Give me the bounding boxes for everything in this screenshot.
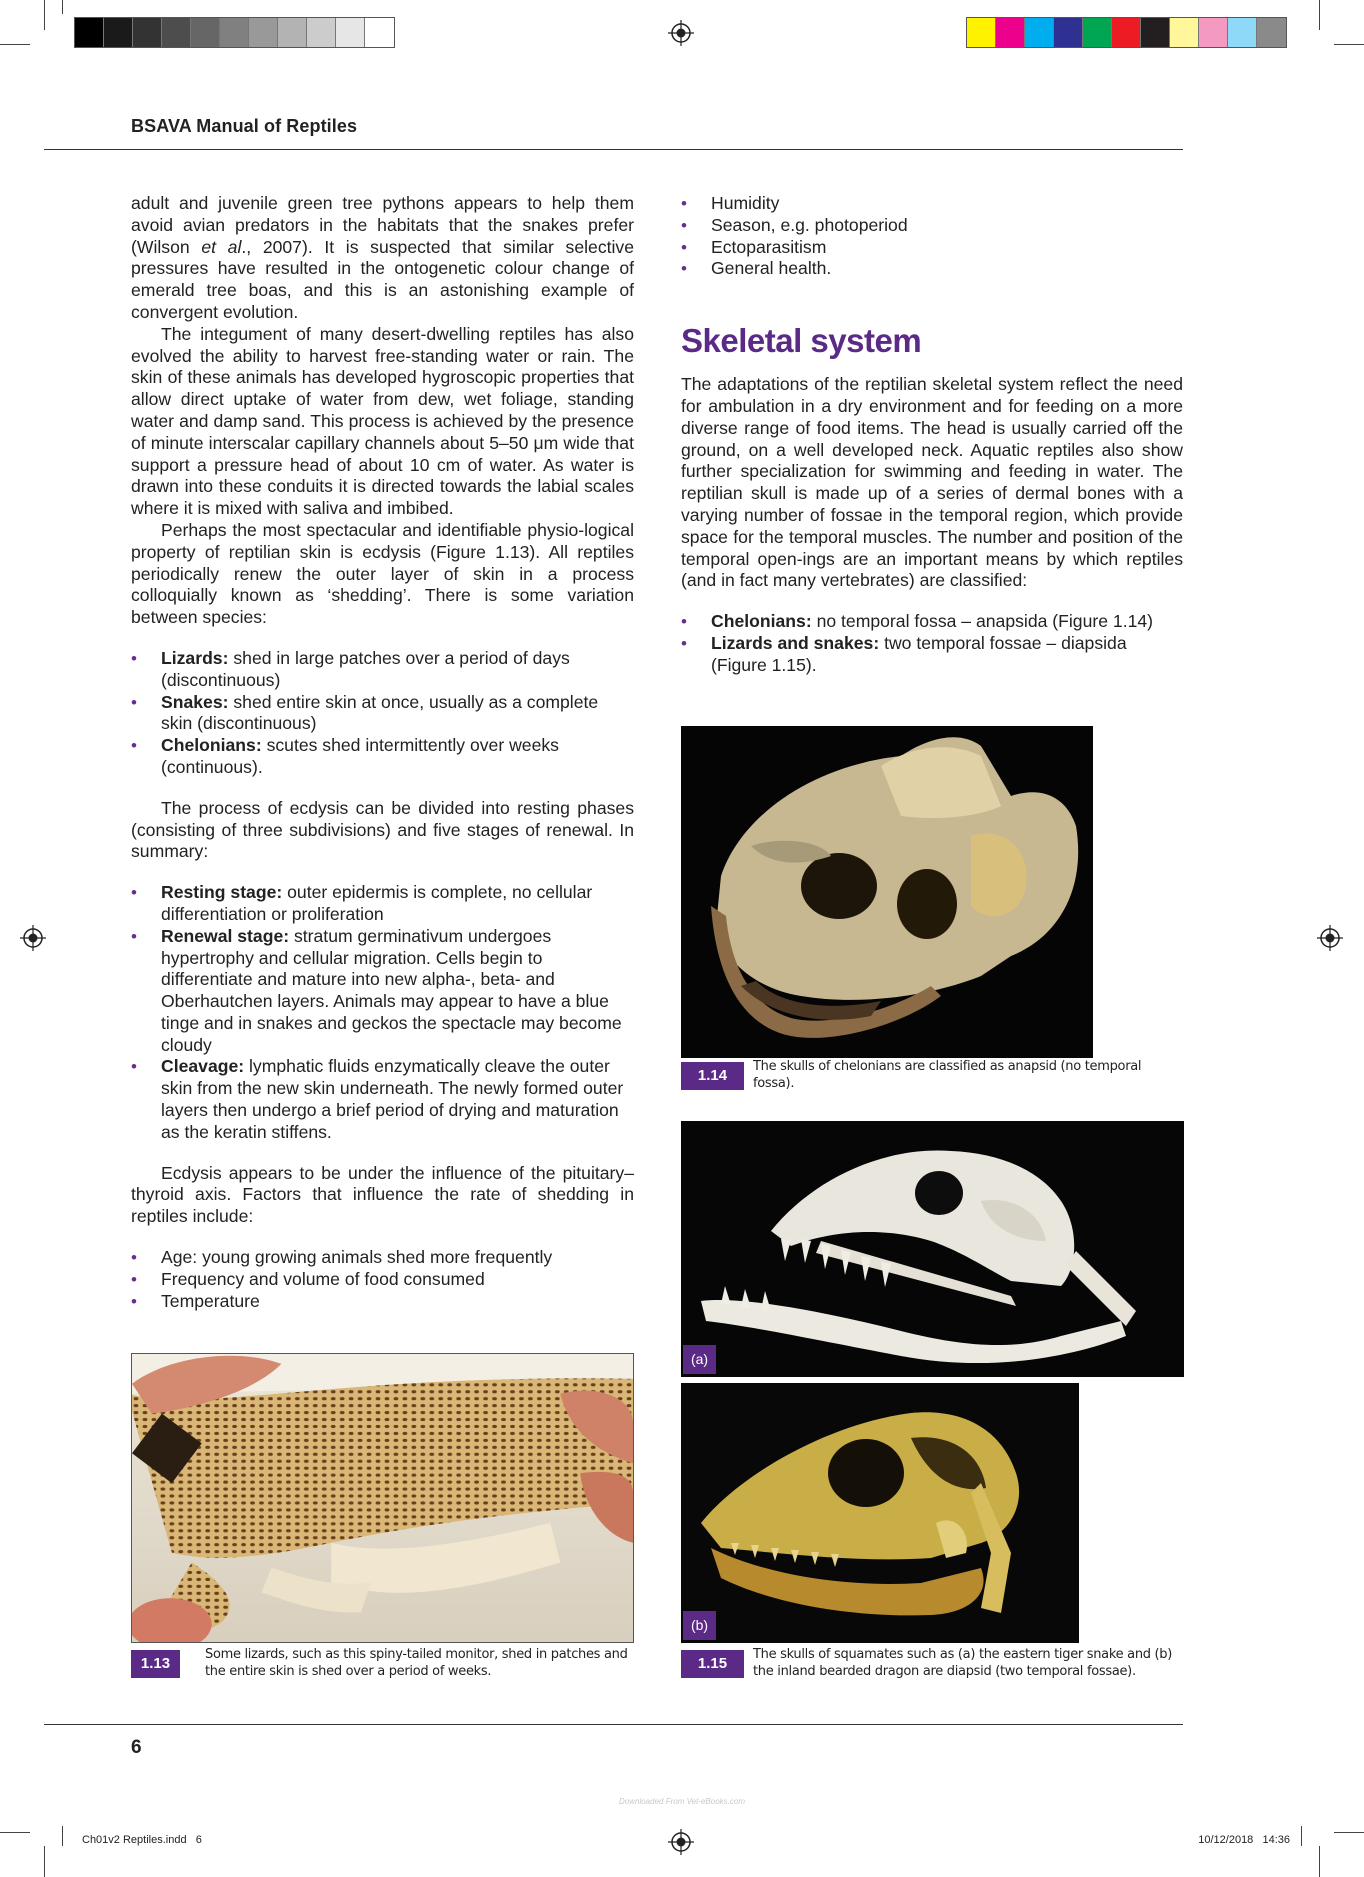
figure-1-15b-bearded-dragon-skull-photo <box>681 1383 1079 1643</box>
right-text-column <box>681 193 1183 677</box>
registration-mark-icon <box>668 20 694 46</box>
slug-file-info: Ch01v2 Reptiles.indd 6 <box>82 1834 202 1846</box>
grey-swatch <box>162 18 191 47</box>
subfigure-label-a: (a) <box>683 1345 716 1374</box>
color-swatch <box>1025 18 1054 47</box>
registration-mark-icon <box>20 925 46 951</box>
crop-mark <box>1301 1826 1302 1846</box>
subfigure-label-b: (b) <box>683 1611 716 1640</box>
crop-mark <box>1319 1846 1320 1877</box>
crop-mark <box>1334 1832 1364 1833</box>
ecdysis-stages-list <box>131 882 634 1144</box>
crop-mark <box>0 44 30 45</box>
figure-label: 1.15 <box>681 1650 744 1678</box>
figure-caption: Some lizards, such as this spiny-tailed monitor, shed in patches and the entire skin is shed over a period of weeks. <box>205 1647 628 1679</box>
crop-mark <box>0 1832 30 1833</box>
skull-classification-list <box>681 611 1183 676</box>
color-swatch <box>1257 18 1286 47</box>
shedding-variation-list <box>131 648 634 779</box>
list-item: • Lizards: shed in large patches over a period of days (discontinuous) <box>131 648 634 692</box>
paragraph: adult and juvenile green tree pythons appears to help them avoid avian predators in the habitats that the snakes prefer (Wilson et al., 2007). It is suspected that similar selective pressures have resulted in the ontogenetic colour change of emerald tree boas, and this is an astonishing example of convergent evolution. <box>131 193 635 322</box>
grey-swatch <box>365 18 394 47</box>
crop-mark <box>1334 44 1364 45</box>
list-item: • General health. <box>681 258 1183 280</box>
shedding-factors-list <box>131 1247 634 1312</box>
grey-swatch <box>278 18 307 47</box>
list-item: • Snakes: shed entire skin at once, usually as a complete skin (discontinuous) <box>131 692 634 736</box>
list-item: • Chelonians: no temporal fossa – anapsida (Figure 1.14) <box>681 611 1183 633</box>
figure-1-13-lizard-shedding-photo <box>131 1353 634 1643</box>
color-swatch <box>1228 18 1257 47</box>
download-watermark: Downloaded From Vet-eBooks.com <box>619 1797 745 1806</box>
registration-mark-icon <box>1317 925 1343 951</box>
grey-swatch <box>133 18 162 47</box>
grey-swatch <box>220 18 249 47</box>
color-calibration-bar <box>966 17 1287 48</box>
color-swatch <box>1199 18 1228 47</box>
list-item: • Chelonians: scutes shed intermittently over weeks (continuous). <box>131 735 634 779</box>
figure-1-14-chelonian-skull-photo <box>681 726 1093 1058</box>
list-item: • Ectoparasitism <box>681 237 1183 259</box>
crop-mark <box>62 1826 63 1846</box>
list-item: • Age: young growing animals shed more frequently <box>131 1247 634 1269</box>
list-item: • Season, e.g. photoperiod <box>681 215 1183 237</box>
figure-1-15a-snake-skull-photo <box>681 1121 1184 1377</box>
color-swatch <box>996 18 1025 47</box>
paragraph: The adaptations of the reptilian skeletal system reflect the need for ambulation in a dry environment and for feeding on a more diverse range of food items. The head is usually carried off the ground, on a well developed neck. Aquatic reptiles also show further specialization for swimming and feeding in water. The reptilian skull is made up of a series of dermal bones with a varying number of fossae in the temporal region, which provide space for the temporal muscles. The number and position of the temporal open-ings are an important means by which reptiles (and in fact many vertebrates) are classified: <box>681 374 1183 591</box>
page-number: 6 <box>131 1737 142 1758</box>
color-swatch <box>967 18 996 47</box>
figure-caption: The skulls of squamates such as (a) the eastern tiger snake and (b) the inland bearded dragon are diapsid (two temporal fossae). <box>753 1647 1173 1679</box>
figure-label: 1.13 <box>131 1650 180 1678</box>
running-header-title: BSAVA Manual of Reptiles <box>131 116 358 136</box>
grey-swatch <box>191 18 220 47</box>
color-swatch <box>1054 18 1083 47</box>
color-swatch <box>1141 18 1170 47</box>
left-text-column <box>131 193 634 1312</box>
list-item: • Humidity <box>681 193 1183 215</box>
registration-mark-icon <box>668 1829 694 1855</box>
grey-swatch <box>75 18 104 47</box>
list-item: • Cleavage: lymphatic fluids enzymatically cleave the outer skin from the new skin underneath. The newly formed outer layers then undergo a brief period of drying and maturation as the keratin stiffens. <box>131 1056 634 1143</box>
crop-mark <box>1319 0 1320 30</box>
color-swatch <box>1083 18 1112 47</box>
grey-swatch <box>307 18 336 47</box>
list-item: • Frequency and volume of food consumed <box>131 1269 634 1291</box>
crop-mark <box>44 1846 45 1877</box>
header-rule <box>44 149 1183 150</box>
shedding-factors-list-continued <box>681 193 1183 280</box>
paragraph: The process of ecdysis can be divided into resting phases (consisting of three subdivisions) and five stages of renewal. In summary: <box>131 797 634 862</box>
grey-swatch <box>104 18 133 47</box>
crop-mark <box>44 0 45 30</box>
paragraph: Perhaps the most spectacular and identifiable physio-logical property of reptilian skin is ecdysis (Figure 1.13). All reptiles periodically renew the outer layer of skin in a process colloquially known as ‘shedding’. There is some variation between species: <box>131 519 634 628</box>
crop-mark <box>62 0 63 14</box>
paragraph: Ecdysis appears to be under the influence of the pituitary–thyroid axis. Factors that influence the rate of shedding in reptiles include: <box>131 1162 634 1227</box>
section-heading: Skeletal system <box>681 322 922 360</box>
footer-rule <box>44 1724 1183 1725</box>
paragraph: The integument of many desert-dwelling reptiles has also evolved the ability to harvest free-standing water or rain. The skin of these animals has developed hygroscopic properties that allow direct uptake of water from dew, wet foliage, standing water and damp sand. This process is achieved by the presence of minute interscalar capillary channels about 5–50 μm wide that support a pressure head of about 10 cm of water. As water is drawn into these conduits it is directed towards the labial scales where it is mixed with saliva and imbibed. <box>131 323 634 519</box>
list-item: • Renewal stage: stratum germinativum undergoes hypertrophy and cellular migration. Cells begin to differentiate and mature into new alpha-, beta- and Oberhautchen layers. Animals may appear to have a blue tinge and in snakes and geckos the spectacle may become cloudy <box>131 926 634 1057</box>
figure-label: 1.14 <box>681 1062 744 1090</box>
list-item: • Resting stage: outer epidermis is complete, no cellular differentiation or proliferation <box>131 882 634 926</box>
list-item: • Lizards and snakes: two temporal fossae – diapsida (Figure 1.15). <box>681 633 1183 677</box>
list-item: • Temperature <box>131 1291 634 1313</box>
color-swatch <box>1170 18 1199 47</box>
slug-date-time: 10/12/2018 14:36 <box>1198 1834 1290 1846</box>
figure-caption: The skulls of chelonians are classified as anapsid (no temporal fossa). <box>753 1059 1142 1091</box>
grey-swatch <box>249 18 278 47</box>
grey-scale-bar <box>74 17 395 48</box>
color-swatch <box>1112 18 1141 47</box>
grey-swatch <box>336 18 365 47</box>
